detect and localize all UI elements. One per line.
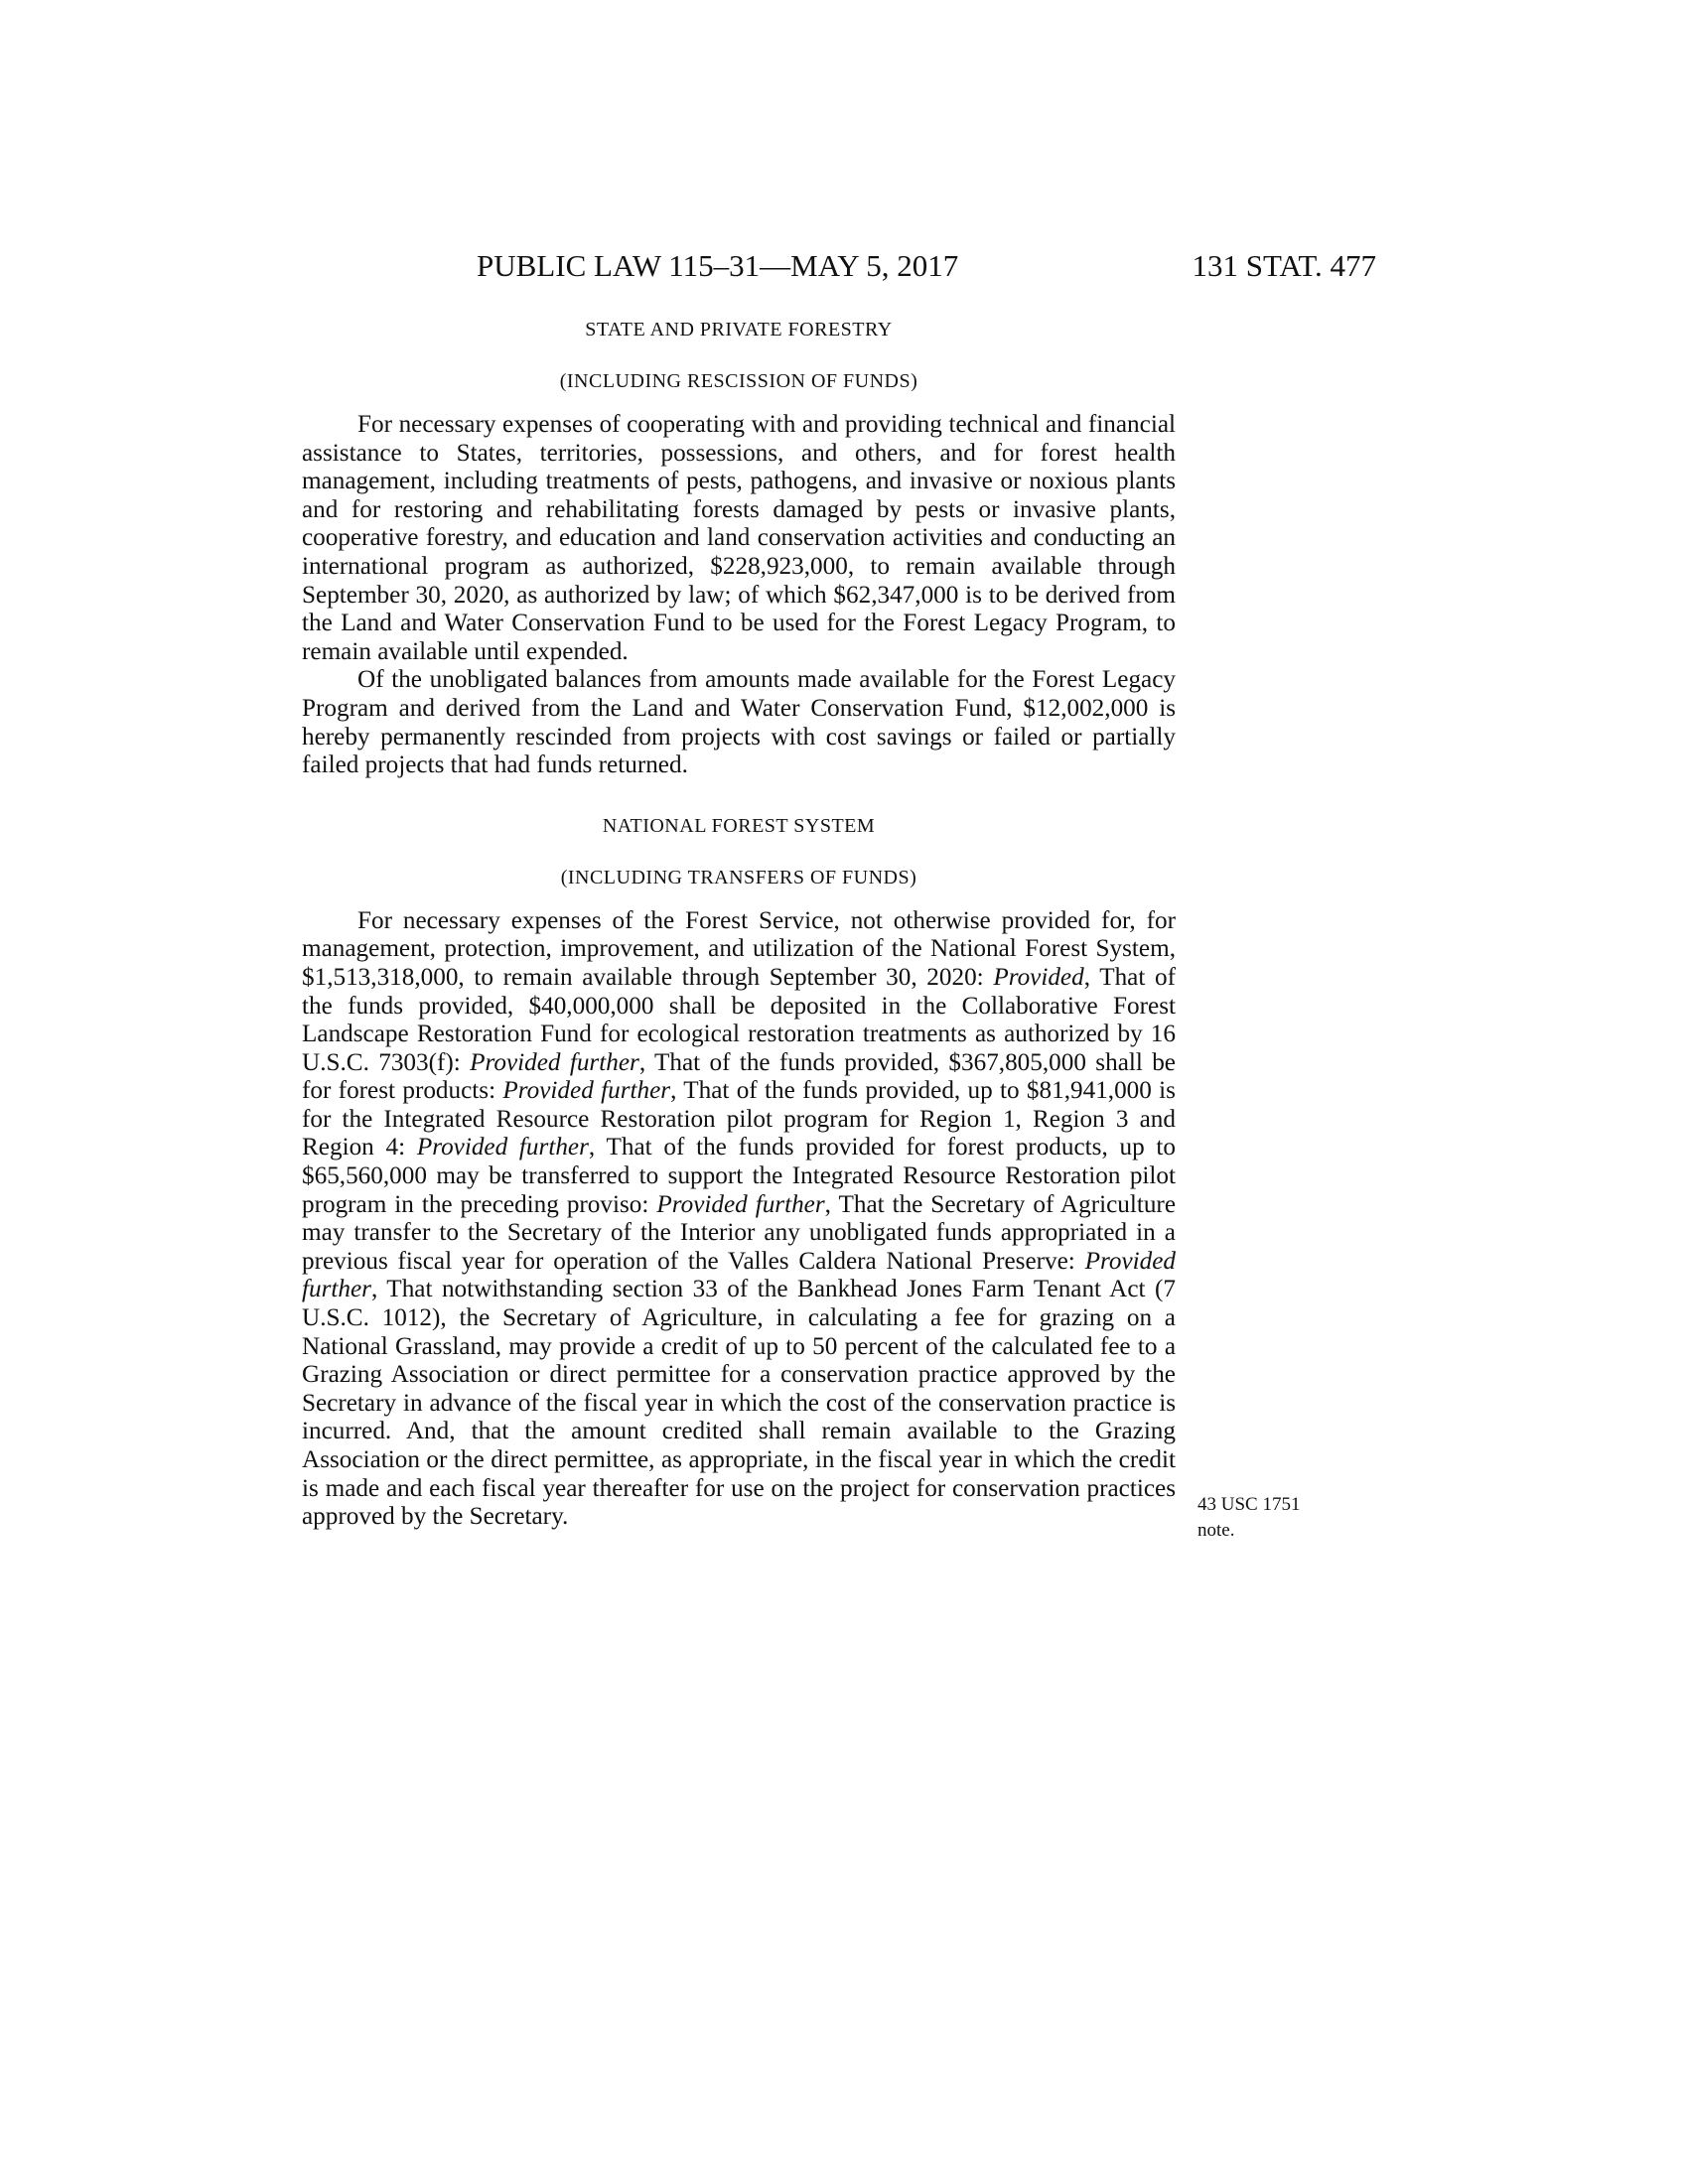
text-run: For necessary expenses of the Forest Service, not otherwise provided for, for management, protection, improvement, and utilization of the National Forest System, $1,513,318,000, to remain available through September 30, 2020: [302, 906, 1176, 991]
text-run: , That of the funds provided, $40,000,000 shall be deposited in the Collaborative Forest Landscape Restoration Fund for ecological restoration treatments as authorized by 16 U.S.C. 7303(f): [302, 963, 1176, 1076]
paragraph-forest-legacy-rescission: Of the unobligated balances from amounts made available for the Forest Legacy Program and derived from the Land and Water Conservation Fund, $12,002,000 is hereby permanently rescinded from projects with cost savings or failed or partially failed projects that had funds returned. [302, 666, 1176, 779]
margin-note-label: note. [1197, 1520, 1235, 1541]
running-head [477, 246, 1376, 286]
italic-provided-further: Provided further [302, 1247, 1176, 1303]
italic-provided-further: Provided further [502, 1077, 671, 1105]
margin-citation-note [1197, 1492, 1356, 1544]
text-run: , That of the funds provided, up to $81,941,000 is for the Integrated Resource Restoration pilot program for Region 1, Region 3 and Region 4: [302, 1077, 1176, 1161]
text-run: , That notwithstanding section 33 of the Bankhead Jones Farm Tenant Act (7 U.S.C. 1012), the Secretary of Agriculture, in calculating a fee for grazing on a National Grassland, may provide a credit of up to 50 percent of the calculated fee to a Grazing Association or direct permittee for a conservation practice approved by the Secretary in advance of the fiscal year in which the cost of the conservation practice is incurred. And, that the amount credited shall remain available to the Grazing Association or the direct permittee, as appropriate, in the fiscal year in which the credit is made and each fiscal year thereafter for use on the project for conservation practices approved by the Secretary. [302, 1276, 1176, 1531]
public-law-title: PUBLIC LAW 115–31—MAY 5, 2017 [477, 248, 959, 283]
paragraph-state-private-forestry-appropriation: For necessary expenses of cooperating with and providing technical and financial assistance to States, territories, possessions, and others, and for forest health management, including treatments of pests, pathogens, and invasive or noxious plants and for restoring and rehabilitating forests damaged by pests or invasive plants, cooperative forestry, and education and land conservation activities and conducting an international program as authorized, $228,923,000, to remain available through September 30, 2020, as authorized by law; of which $62,347,000 is to be derived from the Land and Water Conservation Fund to be used for the Forest Legacy Program, to remain available until expended. [302, 411, 1176, 665]
text-run: , That the Secretary of Agriculture may transfer to the Secretary of the Interior any unobligated funds appropriated in a previous fiscal year for operation of the Valles Caldera National Preserve: [302, 1190, 1177, 1275]
statute-page-number: 131 STAT. 477 [1192, 248, 1376, 283]
paragraph-national-forest-system-appropriation [302, 907, 1176, 1532]
text-run: , That of the funds provided, $367,805,000 shall be for forest products: [302, 1048, 1176, 1105]
text-run: , That of the funds provided for forest products, up to $65,560,000 may be transferred to support the Integrated Resource Restoration pilot program in the preceding proviso: [302, 1134, 1176, 1218]
document-body [302, 318, 1176, 1532]
italic-provided: Provided [993, 963, 1084, 991]
section-subheading-rescission: (INCLUDING RESCISSION OF FUNDS) [559, 370, 918, 392]
italic-provided-further: Provided further [470, 1048, 639, 1076]
margin-note-citation: 43 USC 1751 [1197, 1494, 1301, 1515]
section-subheading-transfers: (INCLUDING TRANSFERS OF FUNDS) [560, 866, 917, 888]
italic-provided-further: Provided further [416, 1134, 589, 1161]
italic-provided-further: Provided further [656, 1190, 825, 1218]
section-heading-state-private-forestry: STATE AND PRIVATE FORESTRY [585, 319, 893, 341]
section-heading-national-forest-system: NATIONAL FOREST SYSTEM [602, 814, 876, 837]
